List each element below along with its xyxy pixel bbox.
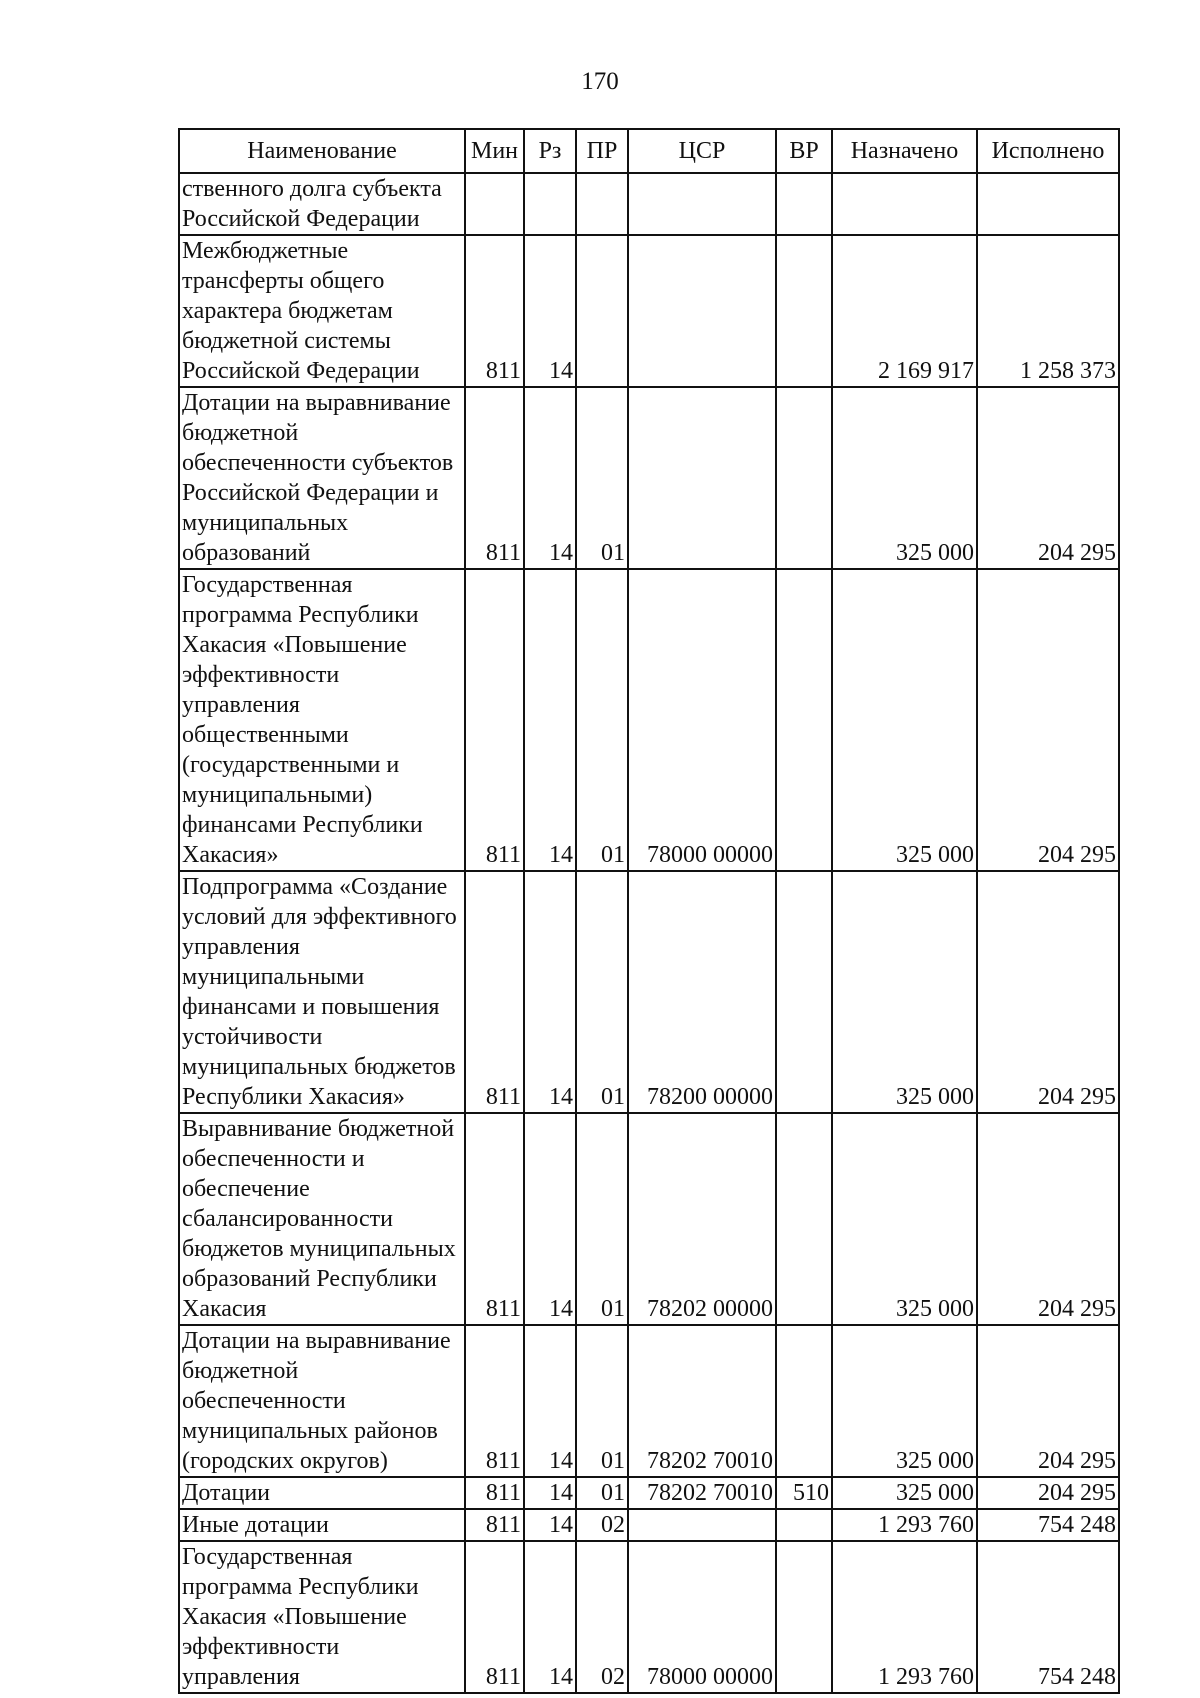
cell-executed: 204 295 xyxy=(977,871,1119,1113)
cell-section: 14 xyxy=(524,569,576,871)
table-header-row xyxy=(179,129,1119,173)
cell-ministry: 811 xyxy=(465,235,524,387)
cell-executed: 204 295 xyxy=(977,1477,1119,1509)
cell-subsection: 01 xyxy=(576,1113,628,1325)
cell-section: 14 xyxy=(524,1509,576,1541)
cell-name: Иные дотации xyxy=(179,1509,465,1541)
cell-name: Государственная программа Республики Хакасия «Повышение эффективности управления xyxy=(179,1541,465,1693)
cell-name: Дотации на выравнивание бюджетной обеспеченности муниципальных районов (городских округов) xyxy=(179,1325,465,1477)
cell-expense-type xyxy=(776,235,832,387)
cell-executed: 204 295 xyxy=(977,569,1119,871)
table-row xyxy=(179,387,1119,569)
cell-target-article xyxy=(628,235,776,387)
cell-expense-type: 510 xyxy=(776,1477,832,1509)
cell-executed: 1 258 373 xyxy=(977,235,1119,387)
cell-section: 14 xyxy=(524,235,576,387)
cell-assigned: 325 000 xyxy=(832,1325,977,1477)
column-header-ministry: Мин xyxy=(465,129,524,173)
cell-target-article: 78200 00000 xyxy=(628,871,776,1113)
cell-ministry: 811 xyxy=(465,1113,524,1325)
cell-ministry: 811 xyxy=(465,871,524,1113)
cell-subsection xyxy=(576,173,628,235)
cell-target-article: 78202 00000 xyxy=(628,1113,776,1325)
cell-executed: 204 295 xyxy=(977,1325,1119,1477)
cell-assigned: 325 000 xyxy=(832,569,977,871)
column-header-executed: Исполнено xyxy=(977,129,1119,173)
cell-ministry: 811 xyxy=(465,387,524,569)
cell-subsection: 02 xyxy=(576,1541,628,1693)
cell-expense-type xyxy=(776,387,832,569)
cell-assigned: 325 000 xyxy=(832,1113,977,1325)
cell-target-article: 78000 00000 xyxy=(628,569,776,871)
column-header-name: Наименование xyxy=(179,129,465,173)
cell-subsection: 01 xyxy=(576,871,628,1113)
column-header-assigned: Назначено xyxy=(832,129,977,173)
table-row xyxy=(179,1509,1119,1541)
column-header-subsection: ПР xyxy=(576,129,628,173)
cell-name: Дотации на выравнивание бюджетной обеспеченности субъектов Российской Федерации и муниципальных образований xyxy=(179,387,465,569)
cell-ministry: 811 xyxy=(465,1477,524,1509)
table-row xyxy=(179,1325,1119,1477)
cell-assigned: 1 293 760 xyxy=(832,1541,977,1693)
cell-ministry: 811 xyxy=(465,1541,524,1693)
cell-expense-type xyxy=(776,569,832,871)
cell-executed: 204 295 xyxy=(977,1113,1119,1325)
cell-expense-type xyxy=(776,173,832,235)
table-row xyxy=(179,871,1119,1113)
cell-expense-type xyxy=(776,1541,832,1693)
cell-target-article: 78000 00000 xyxy=(628,1541,776,1693)
table-row xyxy=(179,569,1119,871)
cell-subsection: 01 xyxy=(576,569,628,871)
cell-target-article: 78202 70010 xyxy=(628,1325,776,1477)
cell-assigned: 325 000 xyxy=(832,871,977,1113)
cell-section: 14 xyxy=(524,1325,576,1477)
cell-name: Межбюджетные трансферты общего характера бюджетам бюджетной системы Российской Федерации xyxy=(179,235,465,387)
cell-section: 14 xyxy=(524,1113,576,1325)
budget-table xyxy=(178,128,1120,1694)
cell-section xyxy=(524,173,576,235)
cell-executed: 204 295 xyxy=(977,387,1119,569)
cell-name: Дотации xyxy=(179,1477,465,1509)
cell-expense-type xyxy=(776,871,832,1113)
cell-executed: 754 248 xyxy=(977,1541,1119,1693)
cell-section: 14 xyxy=(524,387,576,569)
cell-expense-type xyxy=(776,1325,832,1477)
cell-name: ственного долга субъекта Российской Федерации xyxy=(179,173,465,235)
cell-ministry: 811 xyxy=(465,569,524,871)
cell-subsection: 01 xyxy=(576,1325,628,1477)
page-number: 170 xyxy=(581,68,619,95)
cell-name: Выравнивание бюджетной обеспеченности и обеспечение сбалансированности бюджетов муниципальных образований Республики Хакасия xyxy=(179,1113,465,1325)
cell-subsection: 02 xyxy=(576,1509,628,1541)
cell-executed: 754 248 xyxy=(977,1509,1119,1541)
cell-section: 14 xyxy=(524,1541,576,1693)
table-row xyxy=(179,235,1119,387)
column-header-target-article: ЦСР xyxy=(628,129,776,173)
table-row xyxy=(179,1113,1119,1325)
cell-assigned: 1 293 760 xyxy=(832,1509,977,1541)
cell-executed xyxy=(977,173,1119,235)
cell-subsection xyxy=(576,235,628,387)
cell-assigned: 2 169 917 xyxy=(832,235,977,387)
cell-target-article xyxy=(628,1509,776,1541)
table-row xyxy=(179,1477,1119,1509)
cell-name: Подпрограмма «Создание условий для эффективного управления муниципальными финансами и повышения устойчивости муниципальных бюджетов Республики Хакасия» xyxy=(179,871,465,1113)
cell-section: 14 xyxy=(524,1477,576,1509)
table-row xyxy=(179,173,1119,235)
cell-ministry xyxy=(465,173,524,235)
cell-expense-type xyxy=(776,1113,832,1325)
cell-assigned: 325 000 xyxy=(832,387,977,569)
column-header-expense-type: ВР xyxy=(776,129,832,173)
cell-target-article xyxy=(628,173,776,235)
cell-subsection: 01 xyxy=(576,1477,628,1509)
cell-assigned: 325 000 xyxy=(832,1477,977,1509)
cell-name: Государственная программа Республики Хакасия «Повышение эффективности управления общественными (государственными и муниципальными) финансами Республики Хакасия» xyxy=(179,569,465,871)
cell-section: 14 xyxy=(524,871,576,1113)
column-header-section: Рз xyxy=(524,129,576,173)
cell-target-article xyxy=(628,387,776,569)
table-row xyxy=(179,1541,1119,1693)
cell-ministry: 811 xyxy=(465,1325,524,1477)
cell-assigned xyxy=(832,173,977,235)
cell-target-article: 78202 70010 xyxy=(628,1477,776,1509)
cell-subsection: 01 xyxy=(576,387,628,569)
cell-expense-type xyxy=(776,1509,832,1541)
cell-ministry: 811 xyxy=(465,1509,524,1541)
